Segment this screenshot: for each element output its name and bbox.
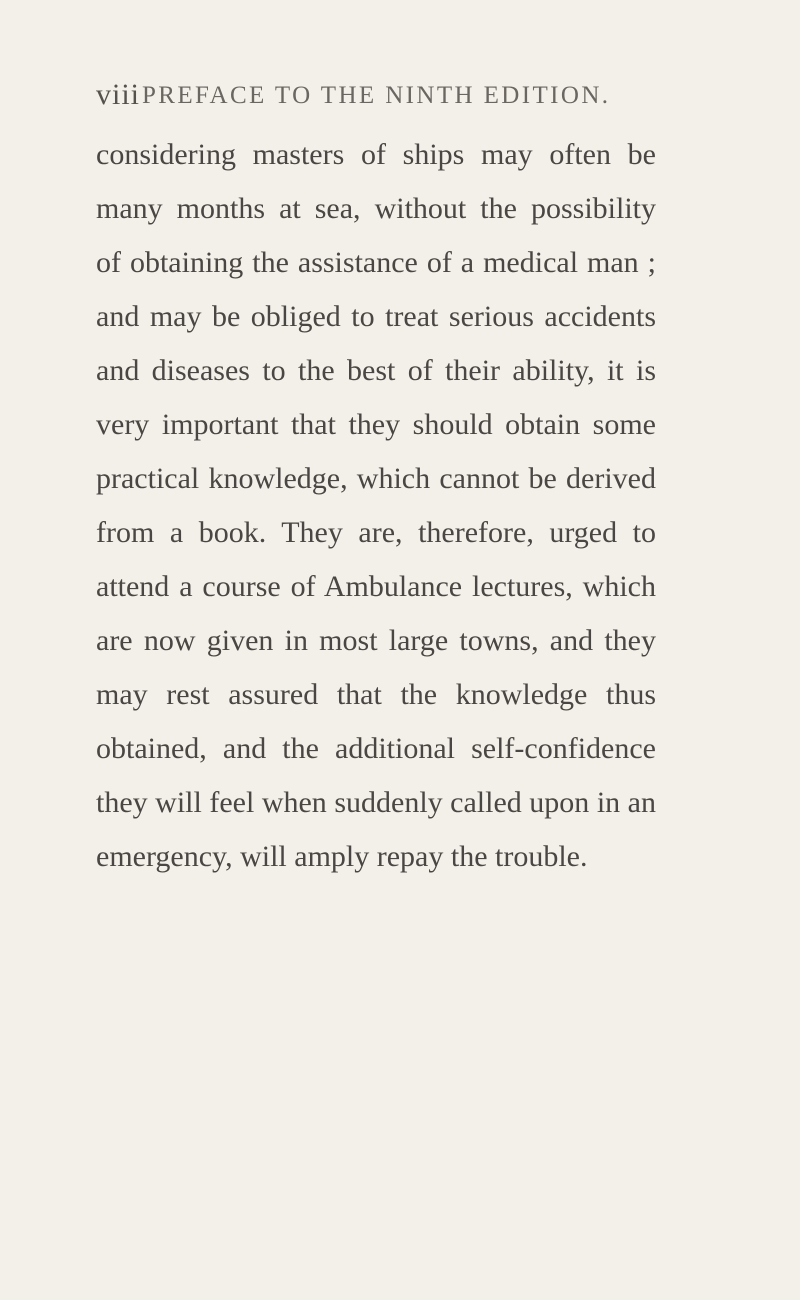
text-line: attend a course of Ambulance lectures, which xyxy=(96,570,656,603)
text-line: may rest assured that the knowledge thus xyxy=(96,678,656,711)
text-line: many months at sea, without the possibility xyxy=(96,192,656,225)
text-line: considering masters of ships may often be xyxy=(96,138,656,171)
text-line: from a book. They are, therefore, urged to xyxy=(96,516,656,549)
body-paragraph xyxy=(96,128,656,884)
text-line: and diseases to the best of their ability, it is xyxy=(96,354,656,387)
text-line: obtained, and the additional self-confidence xyxy=(96,732,656,765)
text-line: are now given in most large towns, and they xyxy=(96,624,656,657)
text-line: and may be obliged to treat serious accidents xyxy=(96,300,656,333)
page-number: viii xyxy=(96,78,141,111)
running-title: PREFACE TO THE NINTH EDITION. xyxy=(142,82,611,109)
text-line: very important that they should obtain some xyxy=(96,408,656,441)
running-head xyxy=(96,78,636,118)
text-line: of obtaining the assistance of a medical man ; xyxy=(96,246,656,279)
text-line: emergency, will amply repay the trouble. xyxy=(96,840,588,873)
text-line: practical knowledge, which cannot be derived xyxy=(96,462,656,495)
text-line: they will feel when suddenly called upon in an xyxy=(96,786,656,819)
